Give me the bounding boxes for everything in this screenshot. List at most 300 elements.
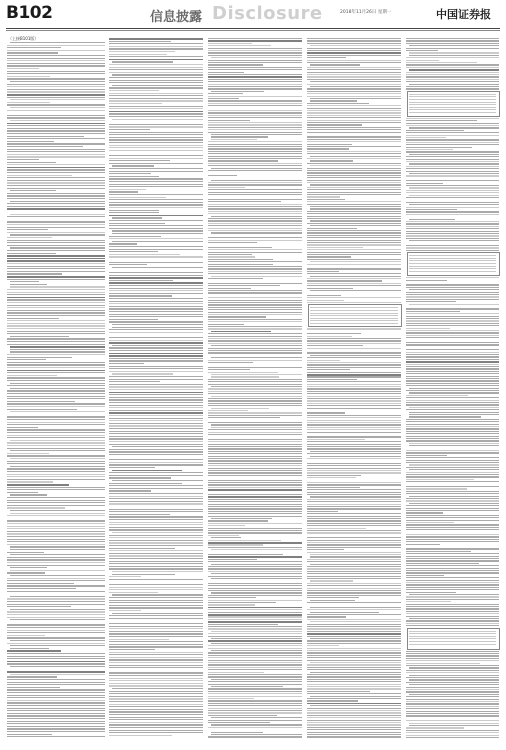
text-line xyxy=(109,696,203,697)
text-line xyxy=(406,553,499,554)
text-line xyxy=(406,534,499,535)
text-line xyxy=(109,735,172,736)
text-line xyxy=(307,201,401,202)
text-line xyxy=(7,632,105,633)
text-line xyxy=(208,556,302,558)
text-line xyxy=(112,61,173,62)
text-line xyxy=(109,667,203,668)
text-line xyxy=(109,631,203,632)
text-line xyxy=(7,635,45,636)
text-line xyxy=(307,237,401,238)
text-line xyxy=(7,367,105,368)
text-line xyxy=(7,559,105,560)
text-line xyxy=(109,347,203,348)
text-line xyxy=(109,80,203,81)
text-line xyxy=(307,163,401,164)
text-line xyxy=(307,537,401,538)
text-line xyxy=(7,476,105,477)
text-line xyxy=(208,698,254,699)
text-line xyxy=(310,580,353,581)
text-line xyxy=(109,558,203,559)
text-line xyxy=(7,331,105,332)
text-line xyxy=(406,565,499,566)
text-line xyxy=(406,527,499,528)
text-line xyxy=(307,676,401,677)
text-line xyxy=(208,499,302,500)
text-line xyxy=(109,69,203,70)
text-line xyxy=(7,653,105,654)
text-line xyxy=(406,486,499,487)
text-line xyxy=(307,256,351,257)
text-line xyxy=(208,463,302,464)
text-line xyxy=(310,705,401,706)
text-line xyxy=(307,523,401,524)
text-line xyxy=(307,439,365,440)
table-row xyxy=(409,633,496,634)
text-line xyxy=(307,686,401,687)
text-line xyxy=(307,285,401,286)
text-line xyxy=(406,599,499,600)
text-line xyxy=(7,705,105,706)
text-line xyxy=(307,408,401,409)
text-line xyxy=(307,417,401,418)
text-line xyxy=(7,734,52,735)
text-line xyxy=(10,645,105,646)
text-line xyxy=(10,567,47,568)
text-line xyxy=(7,195,105,196)
text-line xyxy=(109,428,203,429)
text-line xyxy=(211,180,302,181)
text-line xyxy=(406,151,499,152)
text-line xyxy=(109,379,203,380)
text-line xyxy=(307,693,401,694)
text-line xyxy=(406,419,499,420)
text-line xyxy=(406,616,499,617)
text-line xyxy=(406,689,499,690)
text-line xyxy=(10,440,105,441)
text-line xyxy=(211,631,302,632)
text-line xyxy=(109,204,203,205)
text-line xyxy=(208,393,302,394)
text-line xyxy=(409,392,499,393)
text-line xyxy=(307,657,401,658)
text-line xyxy=(7,133,105,134)
text-line xyxy=(307,357,401,358)
text-line xyxy=(109,238,203,239)
text-line xyxy=(307,117,401,118)
text-line xyxy=(7,385,105,386)
text-line xyxy=(211,564,302,565)
text-line xyxy=(208,542,302,544)
text-line xyxy=(7,315,105,316)
text-line xyxy=(109,90,159,91)
text-line xyxy=(409,469,499,470)
text-line xyxy=(208,204,302,205)
text-line xyxy=(406,715,499,716)
text-line xyxy=(406,294,499,295)
text-line xyxy=(406,147,472,148)
text-line xyxy=(7,718,105,719)
text-line xyxy=(112,241,203,242)
text-line xyxy=(406,72,499,73)
text-line xyxy=(112,165,154,166)
text-line xyxy=(109,511,203,512)
text-line xyxy=(409,723,499,724)
text-line xyxy=(406,462,499,463)
text-line xyxy=(208,367,302,368)
text-line xyxy=(7,240,105,241)
text-line xyxy=(406,577,499,578)
text-line xyxy=(208,268,302,269)
text-line xyxy=(109,376,203,377)
text-line xyxy=(208,456,302,457)
text-line xyxy=(109,433,203,434)
text-line xyxy=(208,640,302,642)
table-row xyxy=(310,323,398,324)
table-row xyxy=(310,307,398,308)
text-line xyxy=(109,160,170,161)
text-line xyxy=(109,542,203,543)
text-line xyxy=(7,416,105,417)
text-line xyxy=(208,182,302,183)
text-line xyxy=(7,323,105,324)
text-line xyxy=(7,723,105,724)
text-line xyxy=(208,720,302,721)
text-line xyxy=(7,364,105,365)
text-line xyxy=(406,687,499,688)
text-line xyxy=(10,570,105,571)
text-line xyxy=(211,216,302,217)
text-line xyxy=(307,643,401,644)
text-line xyxy=(7,97,105,98)
text-line xyxy=(406,207,499,208)
text-line xyxy=(307,112,401,113)
text-line xyxy=(208,249,302,250)
text-line xyxy=(208,362,253,363)
text-line xyxy=(7,154,105,155)
text-line xyxy=(406,390,499,391)
text-line xyxy=(10,554,105,555)
text-line xyxy=(307,72,401,73)
text-line xyxy=(7,484,69,486)
text-line xyxy=(406,536,499,537)
text-line xyxy=(7,580,105,581)
text-line xyxy=(109,392,203,394)
text-line xyxy=(406,280,447,281)
text-line xyxy=(7,539,105,540)
text-line xyxy=(109,592,158,593)
text-line xyxy=(406,349,499,350)
text-line xyxy=(406,474,499,475)
text-line xyxy=(208,547,302,548)
text-line xyxy=(406,301,456,302)
text-line xyxy=(211,424,302,425)
text-line xyxy=(7,279,105,280)
text-line xyxy=(208,98,239,99)
text-line xyxy=(208,165,302,166)
text-line xyxy=(109,607,203,608)
text-line xyxy=(208,321,302,322)
text-line xyxy=(307,297,401,298)
text-line xyxy=(7,47,61,48)
text-line xyxy=(208,93,243,94)
text-line xyxy=(409,84,499,85)
text-line xyxy=(208,369,250,370)
text-line xyxy=(406,699,499,700)
text-line xyxy=(109,389,203,390)
text-line xyxy=(307,626,401,627)
text-line xyxy=(7,310,105,311)
text-line xyxy=(7,721,105,722)
text-line xyxy=(406,655,499,656)
text-line xyxy=(109,657,203,658)
text-line xyxy=(406,330,499,331)
text-line xyxy=(307,525,401,526)
text-line xyxy=(109,329,203,330)
text-line xyxy=(406,732,499,733)
text-line xyxy=(10,42,105,43)
text-line xyxy=(7,544,105,545)
text-line xyxy=(307,340,401,341)
text-line xyxy=(208,379,302,380)
text-line xyxy=(307,650,401,651)
text-line xyxy=(406,313,499,314)
text-line xyxy=(208,148,302,149)
text-line xyxy=(208,525,245,526)
text-line xyxy=(109,709,203,710)
text-line xyxy=(208,636,302,637)
text-line xyxy=(109,134,203,135)
text-line xyxy=(109,132,203,133)
text-line xyxy=(307,487,360,488)
text-line xyxy=(307,151,401,152)
text-line xyxy=(109,77,203,78)
text-line xyxy=(208,648,302,649)
text-line xyxy=(208,220,302,221)
text-line xyxy=(208,247,272,248)
text-line xyxy=(7,692,105,693)
text-line xyxy=(310,165,401,166)
text-line xyxy=(7,656,105,657)
text-line xyxy=(406,57,499,58)
text-line xyxy=(208,283,302,284)
text-line xyxy=(7,487,105,488)
page-number: B102 xyxy=(6,3,53,23)
text-line xyxy=(307,542,401,543)
text-line xyxy=(307,400,401,401)
text-line xyxy=(10,546,105,547)
text-line xyxy=(109,407,203,408)
text-line xyxy=(208,237,302,238)
text-line xyxy=(406,50,438,51)
text-line xyxy=(7,172,105,173)
text-line xyxy=(109,399,203,400)
text-line xyxy=(7,424,105,425)
text-line xyxy=(406,88,499,89)
text-line xyxy=(208,681,302,682)
text-line xyxy=(109,550,203,551)
text-line xyxy=(109,454,203,455)
text-line xyxy=(10,411,105,412)
text-line xyxy=(307,489,401,490)
text-line xyxy=(406,60,439,61)
masthead xyxy=(0,0,506,28)
text-line xyxy=(406,231,499,232)
text-line xyxy=(208,446,302,447)
table-row xyxy=(409,268,496,269)
text-line xyxy=(310,160,353,161)
text-line xyxy=(310,638,401,639)
text-line xyxy=(7,736,105,737)
text-line xyxy=(7,497,105,498)
text-line xyxy=(109,282,203,284)
text-line xyxy=(406,371,499,372)
text-line xyxy=(7,583,74,584)
text-line xyxy=(208,62,302,63)
text-line xyxy=(307,482,401,483)
text-line xyxy=(211,57,302,58)
text-line xyxy=(406,185,499,186)
text-line xyxy=(109,386,203,387)
text-line xyxy=(211,643,302,644)
text-line xyxy=(307,578,401,579)
text-line xyxy=(406,139,499,140)
text-line xyxy=(406,316,499,317)
text-line xyxy=(208,117,302,118)
text-line xyxy=(208,74,302,75)
text-line xyxy=(406,551,471,552)
text-line xyxy=(109,678,203,679)
text-line xyxy=(109,529,203,530)
text-line xyxy=(406,366,499,367)
text-line xyxy=(208,700,302,701)
text-line xyxy=(208,55,302,56)
text-line xyxy=(406,691,499,692)
text-line xyxy=(406,713,499,714)
text-line xyxy=(109,212,159,213)
text-line xyxy=(406,608,499,609)
text-line xyxy=(406,74,499,75)
text-line xyxy=(7,305,105,306)
text-line xyxy=(208,105,302,106)
text-line xyxy=(406,183,443,184)
text-line xyxy=(409,173,499,174)
text-line xyxy=(208,597,256,598)
text-line xyxy=(7,359,46,360)
text-line xyxy=(406,320,499,321)
text-line xyxy=(406,352,499,353)
text-line xyxy=(208,122,302,123)
text-line xyxy=(109,340,203,341)
text-line xyxy=(307,388,401,389)
text-line xyxy=(109,566,203,567)
text-line xyxy=(406,620,499,621)
text-line xyxy=(109,626,203,627)
text-line xyxy=(307,616,346,617)
text-line xyxy=(409,304,499,305)
text-line xyxy=(208,391,302,392)
text-line xyxy=(109,251,158,252)
text-line xyxy=(109,363,144,364)
text-line xyxy=(109,342,203,344)
text-line xyxy=(406,613,499,614)
text-line xyxy=(109,145,203,146)
text-line xyxy=(406,426,499,427)
text-line xyxy=(7,263,105,264)
text-line xyxy=(7,372,105,373)
text-line xyxy=(109,371,203,372)
text-line xyxy=(109,659,203,660)
text-line xyxy=(7,731,105,732)
text-line xyxy=(112,233,203,234)
text-line xyxy=(406,730,499,731)
text-line xyxy=(211,686,283,687)
text-line xyxy=(307,722,401,723)
text-line xyxy=(208,146,302,147)
text-line xyxy=(307,585,401,586)
text-line xyxy=(310,672,401,673)
text-line xyxy=(208,256,255,257)
text-line xyxy=(307,242,401,243)
text-line xyxy=(208,523,302,524)
text-line xyxy=(307,362,401,363)
text-line xyxy=(307,636,401,637)
text-line xyxy=(307,492,401,493)
text-line xyxy=(406,292,499,293)
text-line xyxy=(208,38,302,39)
masthead-divider-thin xyxy=(6,30,500,31)
text-line xyxy=(307,571,401,572)
text-line xyxy=(208,151,302,152)
text-line xyxy=(307,552,401,553)
text-line xyxy=(109,202,203,203)
text-line xyxy=(109,316,203,317)
text-line xyxy=(208,48,302,49)
text-line xyxy=(109,285,203,286)
text-line xyxy=(406,563,479,564)
text-line xyxy=(307,96,401,97)
text-line xyxy=(406,180,499,181)
text-line xyxy=(208,475,302,476)
text-line xyxy=(409,219,455,220)
text-line xyxy=(7,435,105,436)
text-line xyxy=(7,125,105,126)
text-line xyxy=(406,214,499,215)
text-line xyxy=(109,540,203,541)
text-line xyxy=(7,258,105,260)
text-line xyxy=(406,580,499,581)
text-line xyxy=(7,671,105,673)
text-line xyxy=(7,557,105,558)
text-line xyxy=(109,418,203,419)
text-line xyxy=(7,180,105,181)
text-line xyxy=(406,38,499,39)
text-line xyxy=(406,539,499,540)
text-line xyxy=(208,336,302,337)
text-line xyxy=(7,208,105,210)
text-line xyxy=(307,573,401,574)
text-line xyxy=(406,192,499,193)
text-line xyxy=(7,585,105,586)
text-line xyxy=(208,208,302,209)
text-line xyxy=(7,292,105,293)
text-line xyxy=(208,696,302,697)
text-line xyxy=(7,162,56,163)
text-line xyxy=(109,186,203,187)
text-line xyxy=(208,338,302,339)
text-line xyxy=(406,706,499,707)
text-line xyxy=(208,453,302,454)
